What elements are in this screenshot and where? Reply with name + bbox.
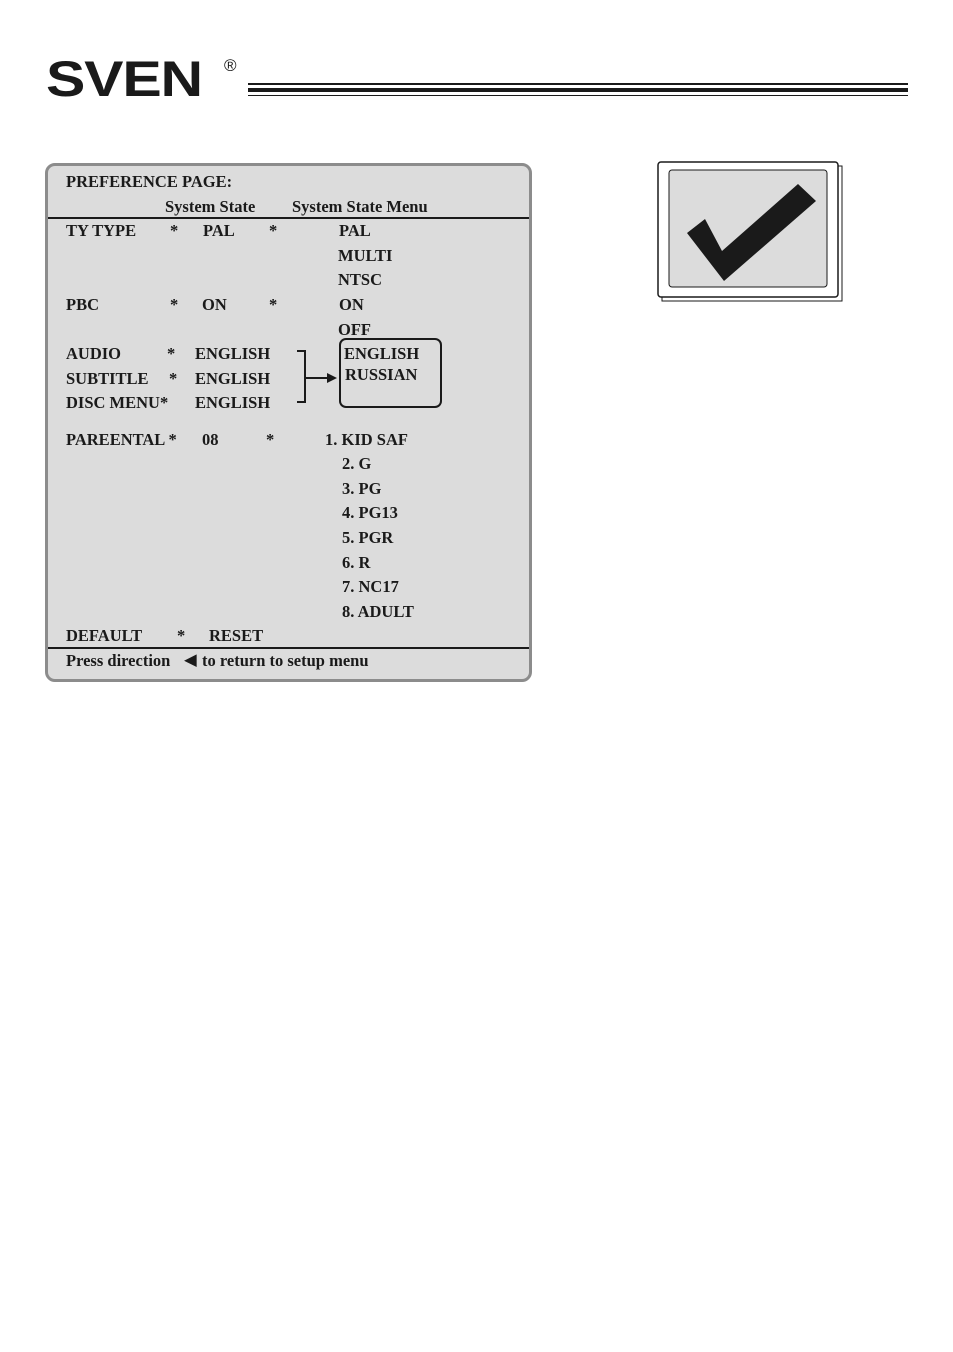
pbc-value[interactable]: ON (202, 295, 227, 314)
tv-type-star: * (170, 221, 179, 240)
sven-logo: SVEN (46, 51, 202, 107)
default-value[interactable]: RESET (209, 626, 264, 645)
pbc-option[interactable]: OFF (338, 320, 371, 339)
parental-option[interactable]: 1. KID SAF (325, 430, 408, 449)
tv-type-star-2: * (269, 221, 278, 240)
audio-value[interactable]: ENGLISH (195, 344, 271, 363)
parental-option[interactable]: 7. NC17 (342, 577, 399, 596)
menu-title: PREFERENCE PAGE: (66, 172, 233, 191)
parental-option[interactable]: 8. ADULT (342, 602, 414, 621)
parental-option[interactable]: 6. R (342, 553, 371, 572)
tv-type-option[interactable]: PAL (339, 221, 371, 240)
column-header-menu: System State Menu (292, 197, 428, 216)
pbc-label[interactable]: PBC (66, 295, 99, 314)
default-label[interactable]: DEFAULT (66, 626, 143, 645)
subtitle-star: * (169, 369, 178, 388)
footer-divider (48, 647, 529, 649)
audio-star: * (167, 344, 176, 363)
right-arrow-icon (305, 371, 339, 385)
tv-type-option[interactable]: NTSC (338, 270, 383, 289)
subtitle-value[interactable]: ENGLISH (195, 369, 271, 388)
left-arrow-icon: ◀ (184, 650, 197, 669)
parental-value[interactable]: 08 (202, 430, 219, 449)
pbc-star: * (170, 295, 179, 314)
parental-option[interactable]: 3. PG (342, 479, 382, 498)
header-rule (248, 83, 908, 85)
parental-label[interactable]: PAREENTAL * (66, 430, 177, 449)
tv-type-label[interactable]: TY TYPE (66, 221, 137, 240)
disc-menu-value[interactable]: ENGLISH (195, 393, 271, 412)
default-star: * (177, 626, 186, 645)
tv-type-option[interactable]: MULTI (338, 246, 393, 265)
subtitle-label[interactable]: SUBTITLE (66, 369, 149, 388)
footer-text-end: to return to setup menu (202, 651, 369, 670)
parental-option[interactable]: 2. G (342, 454, 372, 473)
footer-text-start: Press direction (66, 651, 171, 670)
tv-type-value[interactable]: PAL (203, 221, 235, 240)
pbc-option[interactable]: ON (339, 295, 364, 314)
header-divider (48, 217, 529, 219)
language-option[interactable]: ENGLISH (344, 344, 420, 363)
parental-star-2: * (266, 430, 275, 449)
disc-menu-label[interactable]: DISC MENU* (66, 393, 169, 412)
column-header-state: System State (165, 197, 256, 216)
registered-mark: ® (224, 56, 237, 75)
parental-option[interactable]: 4. PG13 (342, 503, 398, 522)
audio-label[interactable]: AUDIO (66, 344, 122, 363)
preference-menu-panel (45, 163, 532, 682)
checkmark-icon (657, 161, 843, 302)
header-rule-thin (248, 95, 908, 96)
header-rule-thick (248, 88, 908, 92)
pbc-star-2: * (269, 295, 278, 314)
language-option[interactable]: RUSSIAN (345, 365, 418, 384)
parental-option[interactable]: 5. PGR (342, 528, 394, 547)
